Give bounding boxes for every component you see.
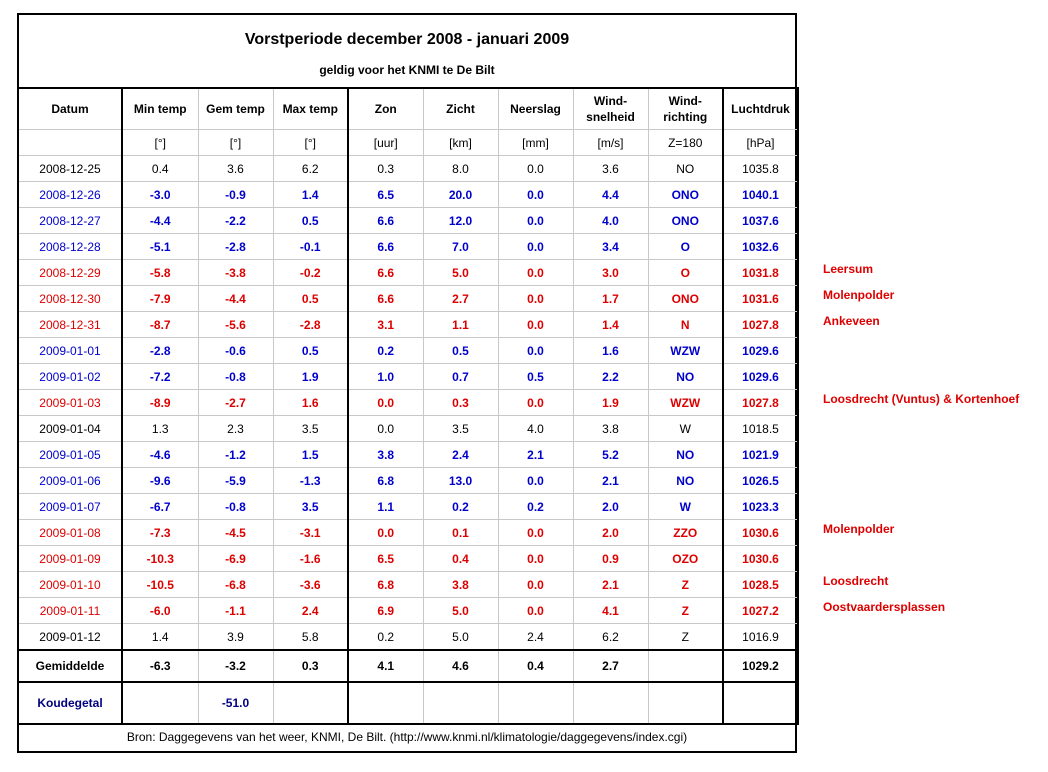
koudegetal-row-cell: Koudegetal [18,682,122,724]
table-row-cell: 0.0 [498,260,573,286]
table-row-cell: 2008-12-30 [18,286,122,312]
table-row-cell: 6.9 [348,598,423,624]
table-row-cell: 3.9 [198,624,273,651]
table-row-cell: 1027.8 [723,390,798,416]
table-row-cell: 2.1 [498,442,573,468]
koudegetal-row-cell [348,682,423,724]
units-row-cell: [m/s] [573,130,648,156]
units-row-cell: [°] [122,130,198,156]
location-note: Leersum [823,262,874,276]
header-row-cell: Zon [348,88,423,130]
header-row [18,88,798,130]
table-row-cell: 2008-12-31 [18,312,122,338]
table-row-cell: 1032.6 [723,234,798,260]
table-row-cell: 2.1 [573,572,648,598]
table-row-cell: 0.0 [498,182,573,208]
table-row-cell: 2009-01-01 [18,338,122,364]
table-row-cell: 3.6 [573,156,648,182]
table-row [18,598,798,624]
table-row-cell: 2009-01-07 [18,494,122,520]
units-row [18,130,798,156]
location-note: Loosdrecht (Vuntus) & Kortenhoef [823,392,1020,406]
table-row-cell: 1027.2 [723,598,798,624]
table-row-cell: 1.5 [273,442,348,468]
table-row-cell: 2009-01-12 [18,624,122,651]
average-row-cell: Gemiddelde [18,650,122,682]
table-row-cell: 1.4 [273,182,348,208]
table-row-cell: 1030.6 [723,546,798,572]
table-row-cell: 20.0 [423,182,498,208]
table-row-cell: 1027.8 [723,312,798,338]
table-row-cell: 0.0 [348,390,423,416]
header-row-cell: Datum [18,88,122,130]
table-row-cell: W [648,494,723,520]
table-row-cell: 5.0 [423,260,498,286]
table-row [18,624,798,651]
koudegetal-row-cell [498,682,573,724]
table-row-cell: 6.8 [348,468,423,494]
table-row-cell: -2.7 [198,390,273,416]
average-row-cell: 2.7 [573,650,648,682]
table-row-cell: 0.0 [498,338,573,364]
average-row-cell: 1029.2 [723,650,798,682]
table-row-cell: 0.4 [423,546,498,572]
location-note: Loosdrecht [823,574,889,588]
table-row-cell: 2009-01-06 [18,468,122,494]
table-row-cell: -9.6 [122,468,198,494]
table-row-cell: -7.3 [122,520,198,546]
table-row-cell: 0.5 [423,338,498,364]
table-row [18,572,798,598]
table-row-cell: -1.2 [198,442,273,468]
table-row-cell: 1023.3 [723,494,798,520]
table-row-cell: ONO [648,182,723,208]
table-row-cell: 0.1 [423,520,498,546]
table-row-cell: 6.5 [348,546,423,572]
table-row-cell: -2.8 [198,234,273,260]
table-row [18,260,798,286]
header-row-cell: Luchtdruk [723,88,798,130]
table-row-cell: -10.5 [122,572,198,598]
table-row-cell: ONO [648,286,723,312]
header-row-cell: Max temp [273,88,348,130]
table-row-cell: Z [648,572,723,598]
table-row-cell: 0.5 [273,338,348,364]
header-row-cell: Wind- richting [648,88,723,130]
table-row-cell: 1016.9 [723,624,798,651]
table-row-cell: 2.1 [573,468,648,494]
table-row-cell: -0.2 [273,260,348,286]
table-row-cell: 0.5 [273,208,348,234]
table-row-cell: 1.1 [348,494,423,520]
table-row-cell: 0.9 [573,546,648,572]
table-row-cell: -3.0 [122,182,198,208]
table-row-cell: 6.6 [348,260,423,286]
table-row-cell: -8.7 [122,312,198,338]
table-row-cell: 5.0 [423,624,498,651]
table-row [18,390,798,416]
table-row-cell: -0.9 [198,182,273,208]
koudegetal-row-cell [723,682,798,724]
table-row-cell: 4.4 [573,182,648,208]
table-row-cell: WZW [648,338,723,364]
table-row-cell: 2.3 [198,416,273,442]
table-row-cell: 1.6 [273,390,348,416]
table-row [18,312,798,338]
table-row-cell: -8.9 [122,390,198,416]
table-row-cell: 0.0 [498,286,573,312]
table-row-cell: 2008-12-25 [18,156,122,182]
table-row-cell: 0.0 [498,468,573,494]
table-row-cell: 4.1 [573,598,648,624]
table-row-cell: NO [648,468,723,494]
table-row-cell: 1031.8 [723,260,798,286]
table-row-cell: -10.3 [122,546,198,572]
table-row-cell: ONO [648,208,723,234]
table-row-cell: 2009-01-10 [18,572,122,598]
units-row-cell: [hPa] [723,130,798,156]
table-row-cell: -3.6 [273,572,348,598]
table-row-cell: 0.0 [498,156,573,182]
location-note: Ankeveen [823,314,880,328]
table-row-cell: 0.0 [498,390,573,416]
table-row-cell: 2008-12-27 [18,208,122,234]
average-row-cell: 4.6 [423,650,498,682]
table-row [18,416,798,442]
table-row-cell: 1029.6 [723,338,798,364]
location-note: Oostvaardersplassen [823,600,946,614]
table-row-cell: 3.8 [573,416,648,442]
koudegetal-row-cell [273,682,348,724]
table-row [18,208,798,234]
table-row-cell: 6.6 [348,286,423,312]
table-row [18,520,798,546]
table-row-cell: 2.4 [273,598,348,624]
table-row-cell: Z [648,624,723,651]
table-row-cell: 2.4 [423,442,498,468]
table-row-cell: 3.5 [273,494,348,520]
table-row-cell: 8.0 [423,156,498,182]
table-row-cell: 3.8 [423,572,498,598]
table-row-cell: Z [648,598,723,624]
units-row-cell: [°] [273,130,348,156]
average-row-cell [648,650,723,682]
table-row-cell: W [648,416,723,442]
header-row-cell: Zicht [423,88,498,130]
table-row-cell: 6.5 [348,182,423,208]
table-row-cell: 6.2 [273,156,348,182]
average-row-cell: 0.4 [498,650,573,682]
table-row-cell: -5.8 [122,260,198,286]
koudegetal-row-cell [573,682,648,724]
table-row-cell: 1.1 [423,312,498,338]
table-row-cell: 1.9 [573,390,648,416]
header-row-cell: Gem temp [198,88,273,130]
table-row [18,546,798,572]
table-row-cell: 3.5 [423,416,498,442]
table-row-cell: O [648,260,723,286]
table-row-cell: 0.0 [498,312,573,338]
table-row-cell: -2.2 [198,208,273,234]
average-row-cell: -6.3 [122,650,198,682]
table-row-cell: 1028.5 [723,572,798,598]
table-row-cell: 2008-12-29 [18,260,122,286]
table-row-cell: 0.0 [498,598,573,624]
table-row-cell: -1.1 [198,598,273,624]
table-row-cell: OZO [648,546,723,572]
page-title: Vorstperiode december 2008 - januari 2009 [244,31,570,48]
table-row-cell: -0.6 [198,338,273,364]
average-row-cell: -3.2 [198,650,273,682]
table-row-cell: NO [648,442,723,468]
table-row-cell: 0.5 [273,286,348,312]
table-row-cell: -0.1 [273,234,348,260]
source-note: Bron: Daggegevens van het weer, KNMI, De Bilt. (http://www.knmi.nl/klimatologie/daggegevens/index.cgi) [126,730,688,744]
table-row-cell: 0.0 [498,520,573,546]
table-row-cell: 2.0 [573,494,648,520]
table-row-cell: 2.2 [573,364,648,390]
units-row-cell: Z=180 [648,130,723,156]
table-row-cell: 1.4 [122,624,198,651]
table-row-cell: -3.1 [273,520,348,546]
table-row [18,182,798,208]
table-row-cell: 6.6 [348,208,423,234]
table-row-cell: 12.0 [423,208,498,234]
weather-table [17,87,799,725]
location-note: Molenpolder [823,522,895,536]
table-row-cell: 0.3 [423,390,498,416]
table-row-cell: 2009-01-08 [18,520,122,546]
table-row-cell: 1.3 [122,416,198,442]
average-row [18,650,798,682]
table-row-cell: -4.5 [198,520,273,546]
table-row-cell: -0.8 [198,364,273,390]
koudegetal-row-cell [122,682,198,724]
table-row-cell: 3.0 [573,260,648,286]
table-row-cell: 6.2 [573,624,648,651]
table-row-cell: 2.4 [498,624,573,651]
table-row-cell: 1.0 [348,364,423,390]
table-row-cell: 1031.6 [723,286,798,312]
table-row-cell: -4.6 [122,442,198,468]
table-row-cell: -5.6 [198,312,273,338]
table-row-cell: -2.8 [273,312,348,338]
table-row-cell: 5.8 [273,624,348,651]
table-row-cell: 0.2 [348,338,423,364]
table-row-cell: 3.4 [573,234,648,260]
table-row-cell: 0.2 [348,624,423,651]
units-row-cell: [mm] [498,130,573,156]
table-row-cell: 1018.5 [723,416,798,442]
table-row-cell: -5.1 [122,234,198,260]
table-row-cell: 0.4 [122,156,198,182]
table-row-cell: 6.6 [348,234,423,260]
table-row-cell: -1.6 [273,546,348,572]
table-row-cell: 13.0 [423,468,498,494]
table-row-cell: 2.7 [423,286,498,312]
table-row-cell: 1040.1 [723,182,798,208]
table-row-cell: 7.0 [423,234,498,260]
table-row-cell: 4.0 [498,416,573,442]
table-row-cell: O [648,234,723,260]
table-row [18,364,798,390]
table-row-cell: 0.5 [498,364,573,390]
table-row-cell: 3.5 [273,416,348,442]
table-row [18,234,798,260]
table-row-cell: 3.1 [348,312,423,338]
table-row-cell: 5.2 [573,442,648,468]
average-row-cell: 4.1 [348,650,423,682]
table-row-cell: 0.0 [498,546,573,572]
table-row-cell: 4.0 [573,208,648,234]
table-row-cell: 2009-01-04 [18,416,122,442]
table-row-cell: 0.3 [348,156,423,182]
table-row [18,156,798,182]
table-row-cell: 0.0 [498,572,573,598]
units-row-cell: [°] [198,130,273,156]
table-row-cell: -6.9 [198,546,273,572]
table-row-cell: -6.8 [198,572,273,598]
table-row-cell: 6.8 [348,572,423,598]
table-row-cell: 2009-01-02 [18,364,122,390]
table-row-cell: 1035.8 [723,156,798,182]
table-row-cell: 2008-12-28 [18,234,122,260]
header-row-cell: Min temp [122,88,198,130]
koudegetal-row-cell [423,682,498,724]
koudegetal-row [18,682,798,724]
table-row [18,442,798,468]
table-row-cell: -6.7 [122,494,198,520]
table-row-cell: 2009-01-05 [18,442,122,468]
table-row-cell: 2009-01-03 [18,390,122,416]
table-row-cell: N [648,312,723,338]
table-row-cell: -7.9 [122,286,198,312]
table-row-cell: 0.0 [348,416,423,442]
table-row-cell: 2009-01-11 [18,598,122,624]
table-row-cell: -4.4 [122,208,198,234]
table-row-cell: 1030.6 [723,520,798,546]
table-row-cell: -1.3 [273,468,348,494]
table-row-cell: NO [648,156,723,182]
page-subtitle: geldig voor het KNMI te De Bilt [319,63,495,77]
table-row-cell: 0.0 [498,234,573,260]
table-row-cell: 1.6 [573,338,648,364]
table-row-cell: -7.2 [122,364,198,390]
table-row-cell: 0.2 [423,494,498,520]
table-row-cell: 0.0 [348,520,423,546]
table-row-cell: 1026.5 [723,468,798,494]
units-row-cell: [uur] [348,130,423,156]
table-row-cell: -6.0 [122,598,198,624]
table-row-cell: 3.6 [198,156,273,182]
table-row-cell: 1.9 [273,364,348,390]
table-row [18,494,798,520]
koudegetal-row-cell [648,682,723,724]
table-row-cell: 1029.6 [723,364,798,390]
table-row-cell: 1037.6 [723,208,798,234]
table-row-cell: 0.2 [498,494,573,520]
table-row-cell: -2.8 [122,338,198,364]
table-row-cell: -4.4 [198,286,273,312]
header-row-cell: Neerslag [498,88,573,130]
table-row-cell: 2.0 [573,520,648,546]
units-row-cell: [km] [423,130,498,156]
table-row-cell: 2008-12-26 [18,182,122,208]
table-row-cell: -3.8 [198,260,273,286]
table-row-cell: -5.9 [198,468,273,494]
units-row-cell [18,130,122,156]
table-row-cell: NO [648,364,723,390]
table-row-cell: 2009-01-09 [18,546,122,572]
table-row-cell: 1.7 [573,286,648,312]
table-row-cell: 3.8 [348,442,423,468]
table-row [18,468,798,494]
location-note: Molenpolder [823,288,895,302]
table-row-cell: 0.7 [423,364,498,390]
table-row-cell: 1.4 [573,312,648,338]
table-row-cell: 0.0 [498,208,573,234]
table-row-cell: -0.8 [198,494,273,520]
koudegetal-row-cell: -51.0 [198,682,273,724]
table-row-cell: ZZO [648,520,723,546]
table-row-cell: 5.0 [423,598,498,624]
header-row-cell: Wind- snelheid [573,88,648,130]
table-row-cell: 1021.9 [723,442,798,468]
table-row-cell: WZW [648,390,723,416]
average-row-cell: 0.3 [273,650,348,682]
table-row [18,338,798,364]
table-row [18,286,798,312]
